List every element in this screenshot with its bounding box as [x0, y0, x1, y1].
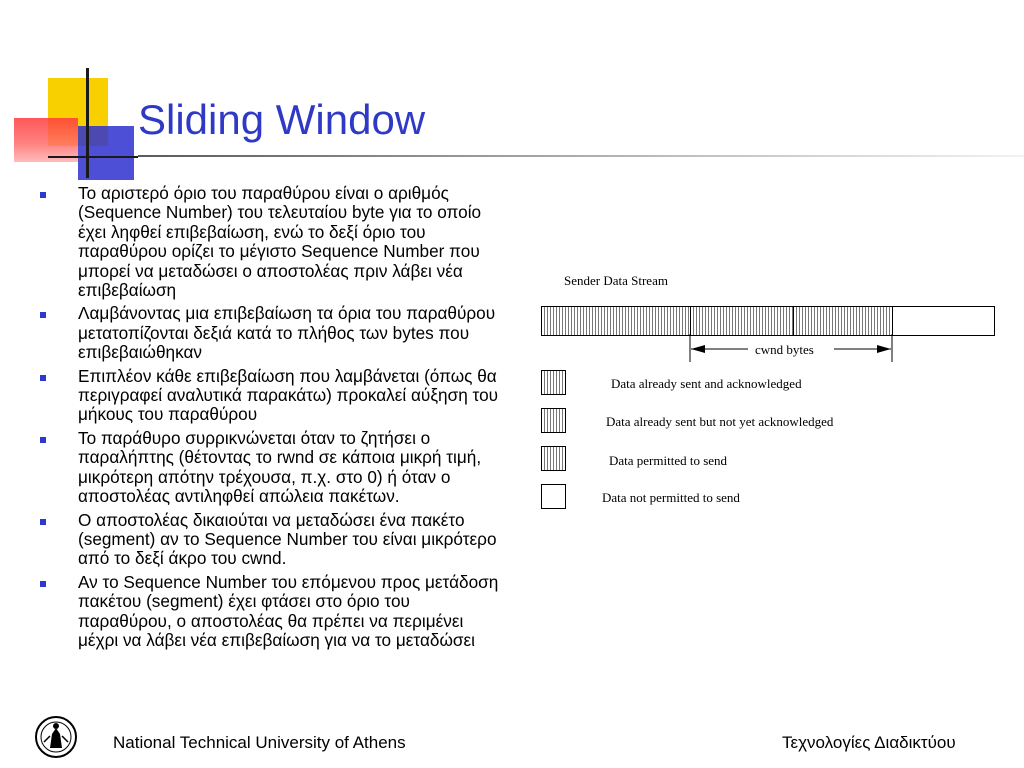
deco-vertical-line [86, 68, 89, 178]
cwnd-label: cwnd bytes [755, 342, 814, 357]
bullet-text: Το παράθυρο συρρικνώνεται όταν το ζητήσει ο παραλήπτης (θέτοντας το rwnd σε κάποια μικρή τιμή, μικρότερη απότην τρέχουσα, π.χ. στο 0) ή όταν ο αποστολέας αντιληφθεί απώλεια πακέτων. [78, 427, 482, 507]
bullet-text: Επιπλέον κάθε επιβεβαίωση που λαμβάνεται (όπως θα περιγραφεί αναλυτικά παρακάτω) προκαλεί αύξηση του μήκους του παραθύρου [78, 365, 499, 425]
bullet-square-icon [40, 375, 46, 381]
bullet-text: Αν το Sequence Number του επόμενου προς μετάδοση πακέτου (segment) έχει φτάσει στο όριο του παραθύρου, ο αποστολέας θα πρέπει να περιμένει μέχρι να λάβει νέα επιβεβαίωση για να το μεταδώσει [78, 571, 499, 650]
bullet-item [36, 511, 506, 569]
sender-data-stream-label: Sender Data Stream [564, 273, 668, 288]
bullet-square-icon [40, 192, 46, 198]
footer-course: Τεχνολογίες Διαδικτύου [782, 733, 956, 752]
legend-swatch-not-permitted [541, 484, 566, 509]
bullet-item [36, 367, 506, 425]
stream-segment-sent-unacked [691, 307, 794, 335]
stream-segment-acknowledged [542, 307, 691, 335]
bullet-item [36, 573, 506, 651]
ntua-seal-icon [34, 714, 78, 760]
stream-segment-not-permitted [893, 307, 994, 335]
legend-swatch-acknowledged [541, 370, 566, 395]
bullet-square-icon [40, 519, 46, 525]
legend-label-sent-unacked: Data already sent but not yet acknowledged [606, 414, 834, 429]
legend-label-permitted: Data permitted to send [609, 453, 728, 468]
deco-horizontal-line [48, 156, 138, 158]
legend-label-not-permitted: Data not permitted to send [602, 490, 740, 505]
bullet-text: Λαμβάνοντας μια επιβεβαίωση τα όρια του παραθύρου μετατοπίζονται δεξιά κατά το πλήθος των bytes που επιβεβαιώθηκαν [78, 303, 496, 363]
slide-title: Sliding Window [138, 96, 426, 143]
footer-institution: National Technical University of Athens [113, 733, 406, 752]
legend-swatch-permitted [541, 446, 566, 471]
bullet-text: Ο αποστολέας δικαιούται να μεταδώσει ένα πακέτο (segment) αν το Sequence Number του είναι μικρότερο από το δεξί άκρο του cwnd. [78, 509, 497, 569]
bullet-item [36, 184, 506, 300]
legend-label-acknowledged: Data already sent and acknowledged [611, 376, 802, 391]
bullet-text: Το αριστερό όριο του παραθύρου είναι ο αριθμός (Sequence Number) του τελευταίου byte για το οποίο έχει ληφθεί επιβεβαίωση, ενώ το δεξί όριο του παραθύρου ορίζει το μέγιστο Sequence Number που μπορεί να μεταδώσει ο αποστολέας πριν λάβει νέα επιβεβαίωση [78, 183, 482, 301]
bullet-item [36, 304, 506, 362]
bullet-square-icon [40, 312, 46, 318]
bullet-square-icon [40, 581, 46, 587]
bullet-list [36, 184, 506, 654]
legend-swatch-sent-unacked [541, 408, 566, 433]
sender-data-stream-bar [541, 306, 995, 336]
bullet-square-icon [40, 437, 46, 443]
bullet-item [36, 429, 506, 507]
stream-segment-permitted [794, 307, 893, 335]
title-rule [138, 155, 1024, 157]
